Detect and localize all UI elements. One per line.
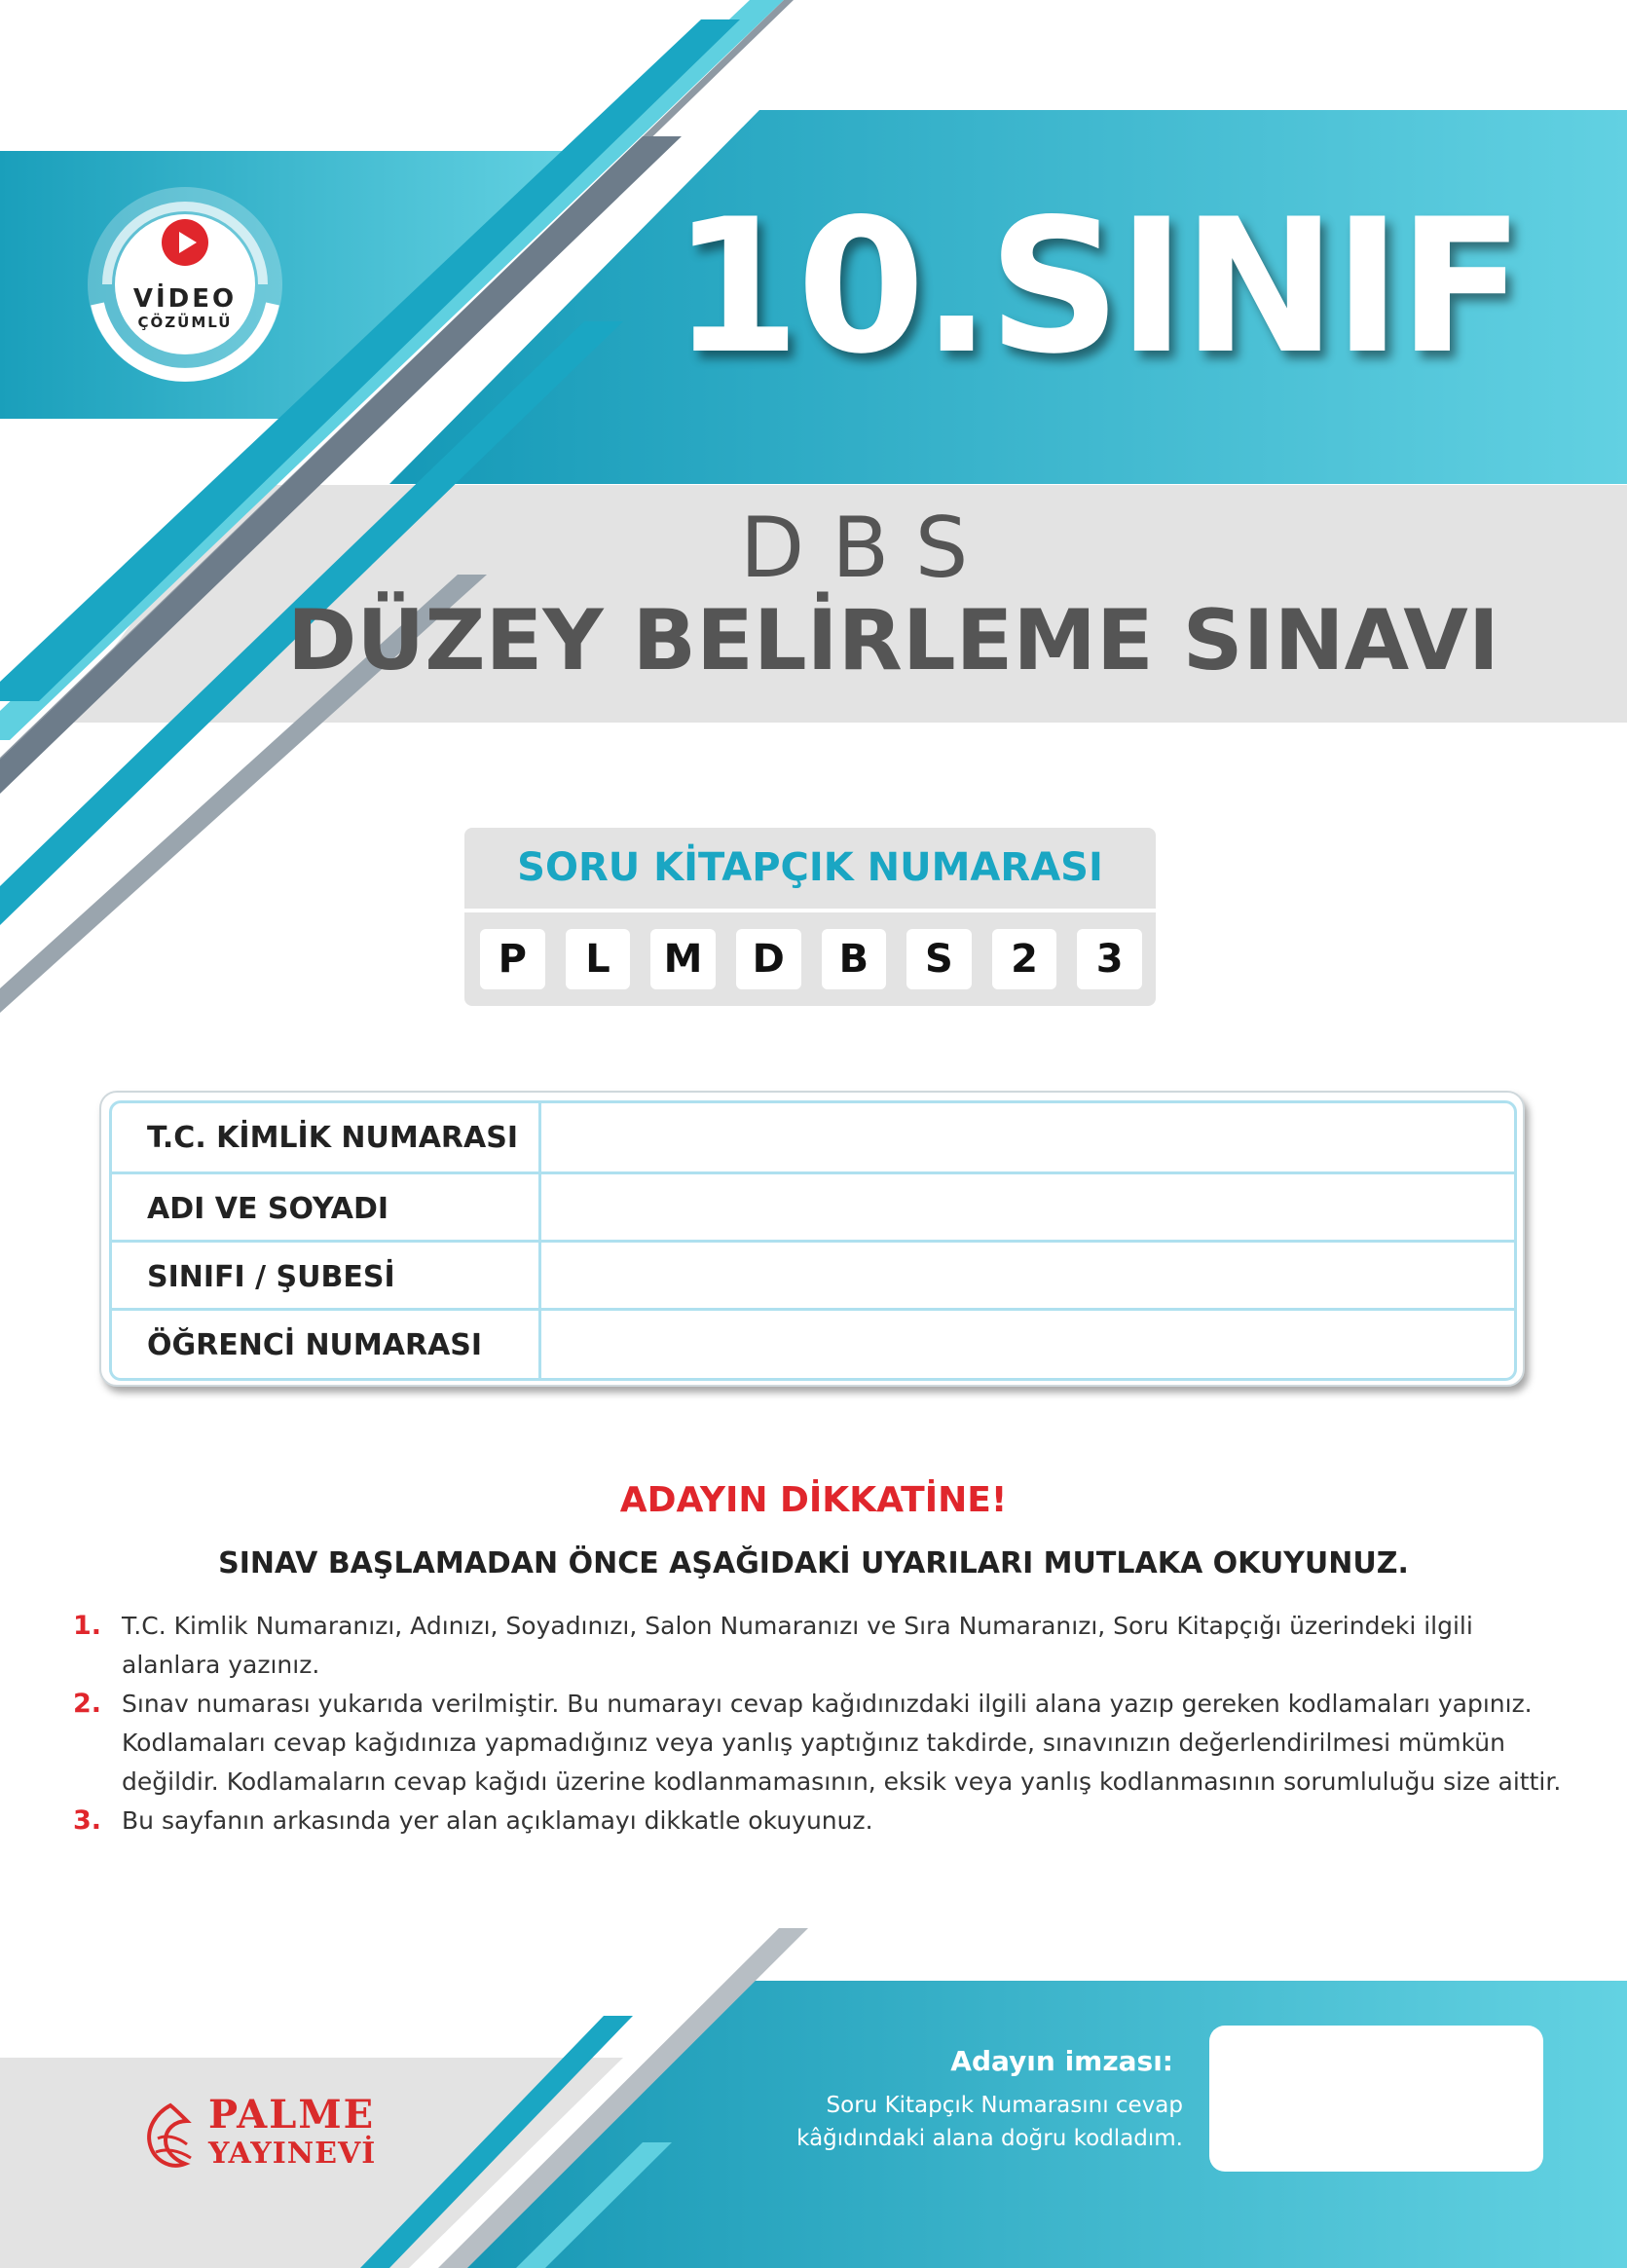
- form-column-divider: [538, 1103, 541, 1378]
- signature-title: Adayın imzası:: [950, 2045, 1173, 2077]
- signature-box[interactable]: [1209, 2026, 1543, 2172]
- form-row-name[interactable]: [112, 1171, 1514, 1243]
- publisher-type: YAYINEVİ: [208, 2137, 377, 2171]
- field-label-id: T.C. KİMLİK NUMARASI: [147, 1121, 519, 1155]
- form-row-student-number[interactable]: [112, 1308, 1514, 1379]
- item-text: Bu sayfanın arkasında yer alan açıklamayı dikkatle okuyunuz.: [122, 1806, 873, 1835]
- grade-title: 10.SINIF: [672, 179, 1521, 394]
- code-cell: 2: [992, 929, 1057, 989]
- badge-line2: ÇÖZÜMLÜ: [137, 314, 233, 331]
- item-text: T.C. Kimlik Numaranızı, Adınızı, Soyadınızı, Salon Numaranızı ve Sıra Numaranızı, Soru Kitapçığı üzerindeki ilgili alanlara yazınız.: [122, 1612, 1473, 1679]
- item-number: 1.: [73, 1611, 102, 1641]
- list-item: [73, 1685, 1563, 1802]
- form-row-id[interactable]: [112, 1103, 1514, 1171]
- code-cell: P: [480, 929, 545, 989]
- publisher-name: PALME: [208, 2092, 376, 2138]
- badge-line1: VİDEO: [132, 284, 238, 314]
- list-item: [73, 1802, 1563, 1840]
- item-text: Sınav numarası yukarıda verilmiştir. Bu numarayı cevap kağıdınızdaki ilgili alana yazıp gereken kodlamaları yapınız. Kodlamaları cevap kağıdınıza yapmadığınız veya yanlış yaptığınız takdirde, sınavınızın değerlendirilmesi mümkün değildir. Kodlamaların cevap kağıdı üzerine kodlanmamasının, eksik veya yanlış kodlanmasının sorumluluğu size aittir.: [122, 1690, 1562, 1796]
- field-label-name: ADI VE SOYADI: [147, 1192, 389, 1226]
- notice-list: [73, 1607, 1563, 1840]
- exam-abbreviation: DBS: [740, 500, 996, 597]
- booklet-code-row: [480, 929, 1142, 989]
- code-cell: 3: [1077, 929, 1142, 989]
- exam-full-name: DÜZEY BELİRLEME SINAVI: [287, 592, 1499, 689]
- booklet-number-box: [464, 828, 1156, 1006]
- item-number: 2.: [73, 1689, 102, 1719]
- play-icon: [161, 218, 209, 267]
- code-cell: L: [566, 929, 631, 989]
- code-cell: S: [906, 929, 972, 989]
- list-item: [73, 1607, 1563, 1685]
- code-cell: D: [736, 929, 801, 989]
- student-info-form: [99, 1091, 1525, 1387]
- code-cell: M: [650, 929, 716, 989]
- signature-statement: Soru Kitapçık Numarasını cevap kâğıdındaki alana doğru kodladım.: [796, 2093, 1183, 2151]
- publisher-logo: [136, 2092, 389, 2189]
- video-badge: [78, 177, 292, 391]
- field-label-class: SINIFI / ŞUBESİ: [147, 1260, 395, 1294]
- booklet-label: SORU KİTAPÇIK NUMARASI: [517, 845, 1103, 890]
- notice-title: ADAYIN DİKKATİNE!: [619, 1480, 1008, 1520]
- item-number: 3.: [73, 1805, 102, 1836]
- form-grid: [109, 1100, 1517, 1381]
- notice-subtitle: SINAV BAŞLAMADAN ÖNCE AŞAĞIDAKİ UYARILARI MUTLAKA OKUYUNUZ.: [218, 1546, 1409, 1580]
- code-cell: B: [822, 929, 887, 989]
- field-label-student-number: ÖĞRENCİ NUMARASI: [147, 1328, 483, 1362]
- booklet-divider: [464, 909, 1156, 912]
- phoenix-icon: [136, 2100, 204, 2177]
- form-row-class[interactable]: [112, 1240, 1514, 1311]
